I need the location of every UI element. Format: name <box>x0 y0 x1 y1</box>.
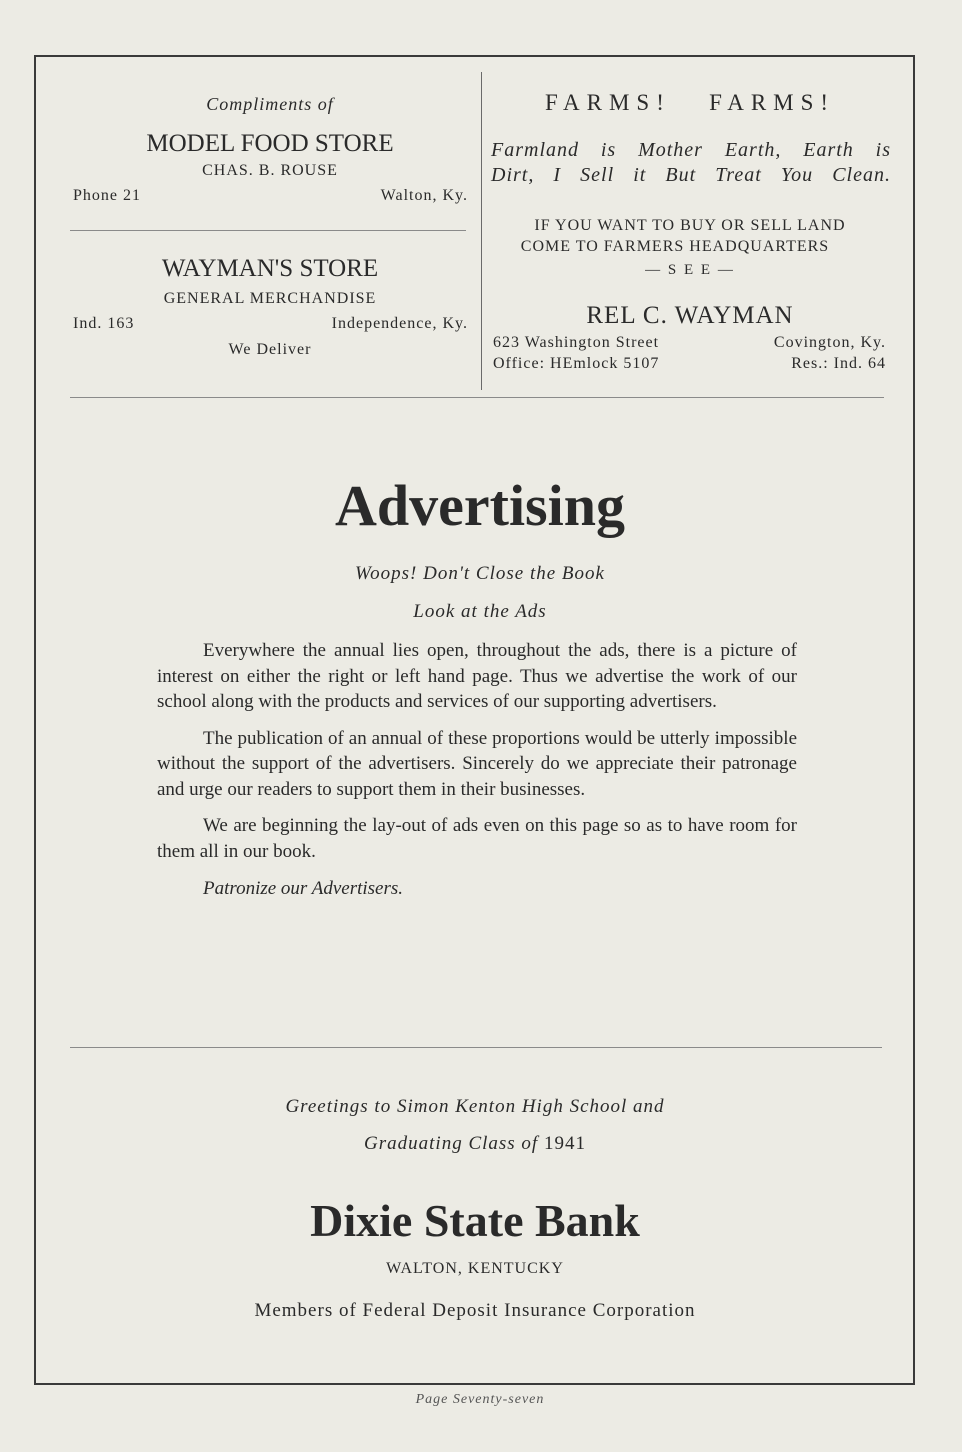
bank-location: WALTON, KENTUCKY <box>386 1260 564 1277</box>
rel-wayman-address: 623 Washington Street <box>493 334 660 351</box>
farms-line-1: IF YOU WANT TO BUY OR SELL LAND <box>534 217 846 234</box>
rel-wayman-office: Office: HEmlock 5107 <box>493 355 660 372</box>
farms-line-2: COME TO FARMERS HEADQUARTERS <box>520 238 830 255</box>
farms-slogan-line-1: Farmland is Mother Earth, Earth is <box>491 139 891 161</box>
farms-slogan-line-2: Dirt, I Sell it But Treat You Clean. <box>491 164 891 186</box>
bank-greeting-class: Graduating Class of <box>364 1133 539 1154</box>
bank-greeting-line-1: Greetings to Simon Kenton High School and <box>285 1096 665 1117</box>
bank-section-divider <box>70 1047 882 1048</box>
advertising-paragraph-2: The publication of an annual of these proportions would be utterly impossible without the support of the advertisers. Sincerely do we appreciate their patronage and urge our readers to support them in their businesses. <box>157 727 797 800</box>
rel-wayman-city: Covington, Ky. <box>773 334 886 351</box>
wayman-store-town: Independence, Ky. <box>331 315 468 332</box>
model-food-town: Walton, Ky. <box>380 187 468 204</box>
bank-greeting-line-2 <box>175 1133 775 1155</box>
rel-wayman-name: REL C. WAYMAN <box>586 302 794 329</box>
rel-wayman-phone-row <box>493 355 886 373</box>
page-number: Page Seventy-seven <box>415 1392 545 1407</box>
compliments-text: Compliments of <box>206 94 334 114</box>
advertising-title: Advertising <box>335 473 625 538</box>
farms-see: — S E E — <box>645 262 735 278</box>
bank-greeting-year: 1941 <box>543 1133 586 1154</box>
model-food-phone: Phone 21 <box>73 187 141 204</box>
model-food-owner: CHAS. B. ROUSE <box>202 162 338 179</box>
model-food-contact <box>73 187 468 205</box>
advertising-closing: Patronize our Advertisers. <box>203 878 404 899</box>
wayman-store-phone: Ind. 163 <box>73 315 135 332</box>
model-food-store-name: MODEL FOOD STORE <box>146 130 394 157</box>
bank-members: Members of Federal Deposit Insurance Corporation <box>254 1300 696 1321</box>
advertising-body <box>157 638 797 902</box>
advertising-subtitle-1: Woops! Don't Close the Book <box>355 563 605 584</box>
wayman-store-name: WAYMAN'S STORE <box>161 255 379 282</box>
bank-name: Dixie State Bank <box>310 1195 640 1246</box>
wayman-store-contact <box>73 315 468 333</box>
wayman-store-subtitle: GENERAL MERCHANDISE <box>163 290 377 307</box>
rel-wayman-address-row <box>493 334 886 352</box>
advertising-paragraph-3: We are beginning the lay-out of ads even on this page so as to have room for them all in our book. <box>157 815 797 862</box>
advertising-subtitle-2: Look at the Ads <box>413 601 547 622</box>
advertising-paragraph-1: Everywhere the annual lies open, throughout the ads, there is a picture of interest on either the right or left hand page. Thus we advertise the work of our school along with the products and services of our supporting advertisers. <box>157 640 797 712</box>
farms-headline: FARMS! FARMS! <box>544 90 836 115</box>
left-divider <box>70 230 466 231</box>
column-divider <box>481 72 482 390</box>
top-section-divider <box>70 397 884 398</box>
rel-wayman-res: Res.: Ind. 64 <box>791 355 886 372</box>
wayman-store-service: We Deliver <box>228 341 312 358</box>
